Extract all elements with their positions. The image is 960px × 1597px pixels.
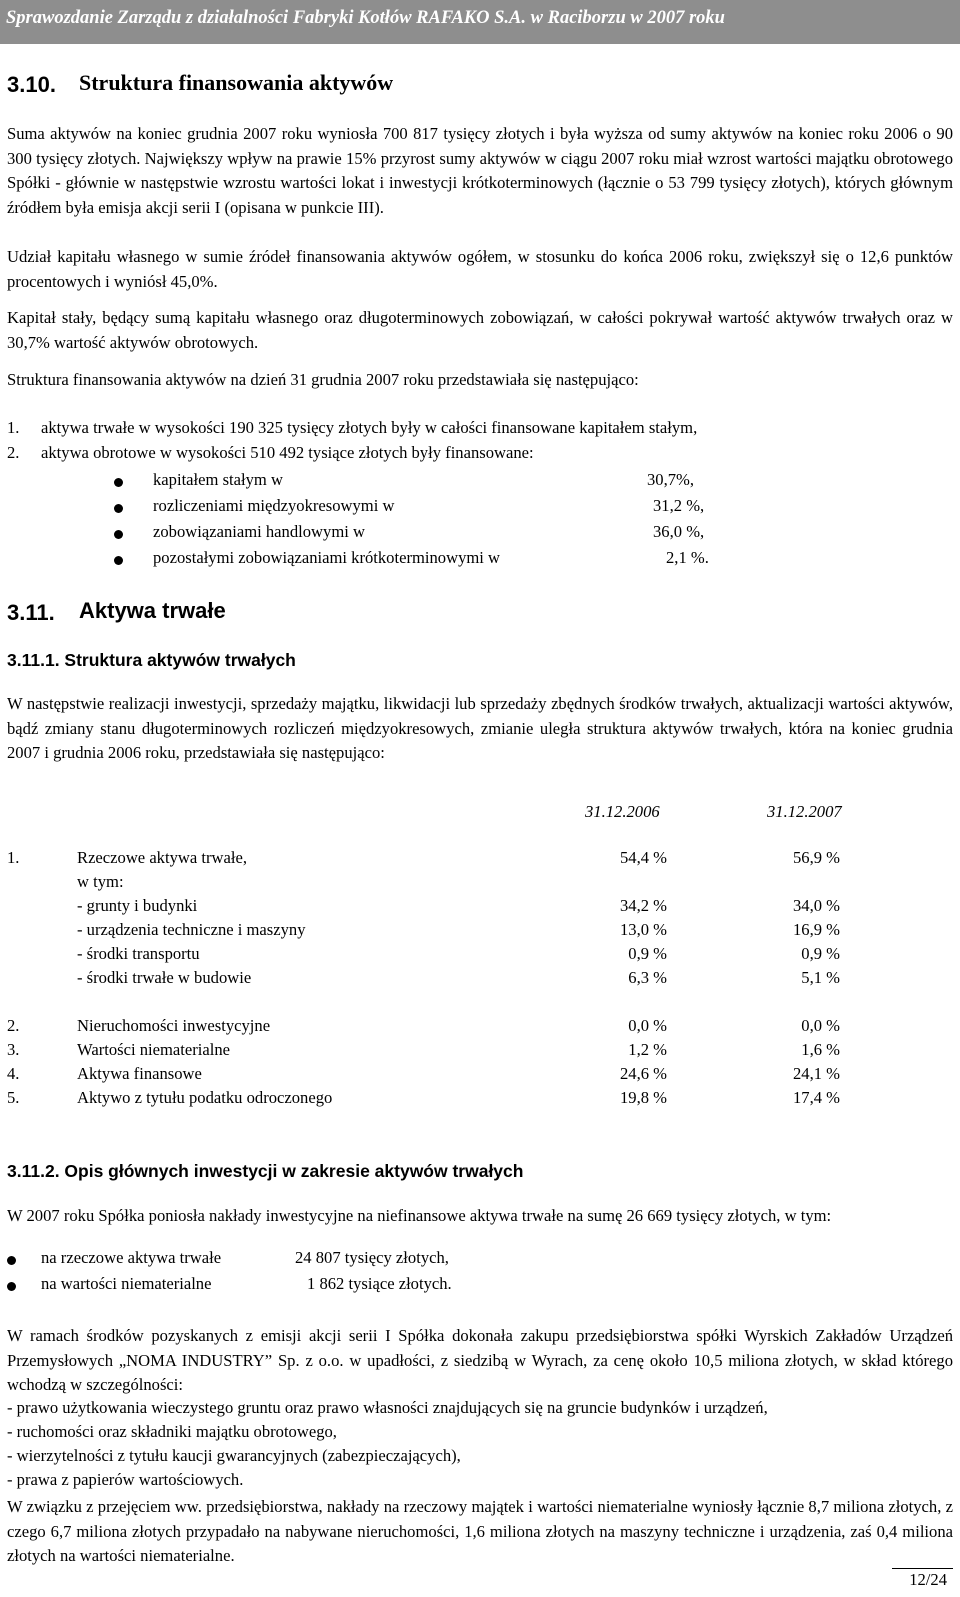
financing-label: rozliczeniami międzyokresowymi w <box>153 496 395 515</box>
paragraph-total-assets: Suma aktywów na koniec grudnia 2007 roku wyniosła 700 817 tysięcy złotych i była wyższa od sumy aktywów na koniec roku 2006 o 90 300 tysięcy złotych. Największy wpływ na prawie 15% przyrost sumy aktywów w ciągu 2007 roku miał wzrost wartości majątku obrotowego Spółki - głównie w następstwie wzrostu wartości lokat i inwestycji krótkoterminowych (łącznie o 53 799 tysięcy złotych), których głównym źródłem była emisja akcji serii I (opisana w punkcie III). <box>7 124 953 217</box>
row-number: 1. <box>7 848 20 867</box>
list-item-number: 2. <box>7 443 20 462</box>
dash-list-item: - prawa z papierów wartościowych. <box>7 1470 244 1489</box>
financing-value: 2,1 %. <box>666 548 709 567</box>
page-number: 12/24 <box>909 1570 947 1589</box>
row-value-2007: 17,4 % <box>792 1088 840 1107</box>
column-header-2006: 31.12.2006 <box>585 802 660 821</box>
row-value-2006: 24,6 % <box>619 1064 667 1083</box>
list-item-current-assets: aktywa obrotowe w wysokości 510 492 tysiące złotych były finansowane: <box>41 443 534 462</box>
list-item-fixed-assets: aktywa trwałe w wysokości 190 325 tysięcy złotych były w całości finansowane kapitałem stałym, <box>41 418 698 437</box>
financing-label: pozostałymi zobowiązaniami krótkoterminowymi w <box>153 548 501 567</box>
header-title: Sprawozdanie Zarządu z działalności Fabryki Kotłów RAFAKO S.A. w Raciborzu w 2007 roku <box>6 8 725 28</box>
row-label: w tym: <box>77 872 124 891</box>
bullet-icon <box>114 504 123 513</box>
table-row <box>7 848 953 872</box>
investment-label: na wartości niematerialne <box>41 1274 212 1293</box>
dash-list-item: - prawo użytkowania wieczystego gruntu oraz prawo własności znajdujących się na gruncie budynków i urządzeń, <box>7 1398 768 1417</box>
financing-value: 30,7%, <box>647 470 695 489</box>
section-title-311: Aktywa trwałe <box>79 598 226 623</box>
row-value-2007: 5,1 % <box>801 968 840 987</box>
row-label: - środki trwałe w budowie <box>77 968 252 987</box>
financing-value: 36,0 %, <box>653 522 705 541</box>
subsection-title-3112: 3.11.2. Opis głównych inwestycji w zakresie aktywów trwałych <box>7 1161 524 1181</box>
financing-label: zobowiązaniami handlowymi w <box>153 522 365 541</box>
row-value-2006: 6,3 % <box>628 968 667 987</box>
bullet-icon <box>114 556 123 565</box>
row-label: - środki transportu <box>77 944 200 963</box>
investment-value: 1 862 tysiące złotych. <box>307 1274 452 1293</box>
paragraph-noma-acquisition: W ramach środków pozyskanych z emisji akcji serii I Spółka dokonała zakupu przedsiębiorstwa spółki Wyrskich Zakładów Urządzeń Przemysłowych „NOMA INDUSTRY” Sp. z o.o. w upadłości, z siedzibą w Wyrach, za cenę około 10,5 miliona złotych, w skład którego wchodzą w szczególności: <box>7 1326 953 1394</box>
row-value-2007: 34,0 % <box>792 896 840 915</box>
row-value-2006: 34,2 % <box>619 896 667 915</box>
paragraph-fixed-assets-structure: W następstwie realizacji inwestycji, sprzedaży majątku, likwidacji lub sprzedaży zbędnych środków trwałych, aktualizacji wartości aktywów, bądź zmiany stanu długoterminowych rozliczeń międzyokresowych, zmianie uległa struktura aktywów trwałych, która na koniec grudnia 2007 i grudnia 2006 roku, przedstawiała się następująco: <box>7 694 953 762</box>
financing-value: 31,2 %, <box>653 496 705 515</box>
table-row <box>7 920 953 944</box>
bullet-icon <box>7 1256 16 1265</box>
row-value-2007: 0,0 % <box>801 1016 840 1035</box>
row-value-2007: 16,9 % <box>792 920 840 939</box>
table-row <box>7 1064 953 1088</box>
row-value-2006: 0,0 % <box>628 1016 667 1035</box>
table-row <box>7 872 953 896</box>
row-value-2006: 19,8 % <box>619 1088 667 1107</box>
row-label: Aktywa finansowe <box>77 1064 202 1083</box>
row-value-2007: 0,9 % <box>801 944 840 963</box>
paragraph-structure-intro: Struktura finansowania aktywów na dzień 31 grudnia 2007 roku przedstawiała się następująco: <box>7 370 639 389</box>
dash-list-item: - wierzytelności z tytułu kaucji gwarancyjnych (zabezpieczających), <box>7 1446 461 1465</box>
row-number: 3. <box>7 1040 20 1059</box>
row-value-2007: 24,1 % <box>792 1064 840 1083</box>
row-label: Nieruchomości inwestycyjne <box>77 1016 271 1035</box>
paragraph-fixed-capital: Kapitał stały, będący sumą kapitału własnego oraz długoterminowych zobowiązań, w całości pokrywał wartość aktywów trwałych oraz w 30,7% wartość aktywów obrotowych. <box>7 308 953 352</box>
paragraph-equity-share: Udział kapitału własnego w sumie źródeł finansowania aktywów ogółem, w stosunku do końca 2006 roku, zwiększył się o 12,6 punktów procentowych i wyniósł 45,0%. <box>7 247 953 291</box>
page-header <box>0 0 960 44</box>
table-row <box>7 896 953 920</box>
row-value-2006: 1,2 % <box>628 1040 667 1059</box>
footer-divider <box>892 1568 953 1569</box>
section-number-311: 3.11. <box>7 600 55 625</box>
table-row <box>7 944 953 968</box>
bullet-icon <box>7 1282 16 1291</box>
bullet-icon <box>114 530 123 539</box>
table-row <box>7 1040 953 1064</box>
row-label: Rzeczowe aktywa trwałe, <box>77 848 247 867</box>
row-number: 4. <box>7 1064 20 1083</box>
row-number: 5. <box>7 1088 20 1107</box>
column-header-2007: 31.12.2007 <box>767 802 842 821</box>
financing-label: kapitałem stałym w <box>153 470 283 489</box>
row-value-2007: 1,6 % <box>801 1040 840 1059</box>
section-number-310: 3.10. <box>7 72 56 97</box>
row-number: 2. <box>7 1016 20 1035</box>
dash-list-item: - ruchomości oraz składniki majątku obrotowego, <box>7 1422 337 1441</box>
table-row <box>7 1088 953 1112</box>
bullet-icon <box>114 478 123 487</box>
table-row <box>7 968 953 992</box>
row-value-2006: 54,4 % <box>619 848 667 867</box>
row-label: - urządzenia techniczne i maszyny <box>77 920 306 939</box>
paragraph-investments: W 2007 roku Spółka poniosła nakłady inwestycyjne na niefinansowe aktywa trwałe na sumę 26 669 tysięcy złotych, w tym: <box>7 1206 832 1225</box>
subsection-title-3111: 3.11.1. Struktura aktywów trwałych <box>7 650 296 670</box>
paragraph-acquisition-outlays: W związku z przejęciem ww. przedsiębiorstwa, nakłady na rzeczowy majątek i wartości niematerialne wyniosły łącznie 8,7 miliona złotych, z czego 6,7 miliona złotych przypadało na nabywane nieruchomości, 1,6 miliona złotych na maszyny techniczne i urządzenia, zaś 0,4 miliona złotych na wartości niematerialne. <box>7 1497 953 1565</box>
investment-label: na rzeczowe aktywa trwałe <box>41 1248 222 1267</box>
row-value-2006: 0,9 % <box>628 944 667 963</box>
row-label: Wartości niematerialne <box>77 1040 231 1059</box>
list-item-number: 1. <box>7 418 20 437</box>
row-label: Aktywo z tytułu podatku odroczonego <box>77 1088 333 1107</box>
row-value-2007: 56,9 % <box>792 848 840 867</box>
table-row <box>7 1016 953 1040</box>
row-label: - grunty i budynki <box>77 896 198 915</box>
investment-value: 24 807 tysięcy złotych, <box>295 1248 449 1267</box>
section-title-310: Struktura finansowania aktywów <box>79 70 394 95</box>
row-value-2006: 13,0 % <box>619 920 667 939</box>
